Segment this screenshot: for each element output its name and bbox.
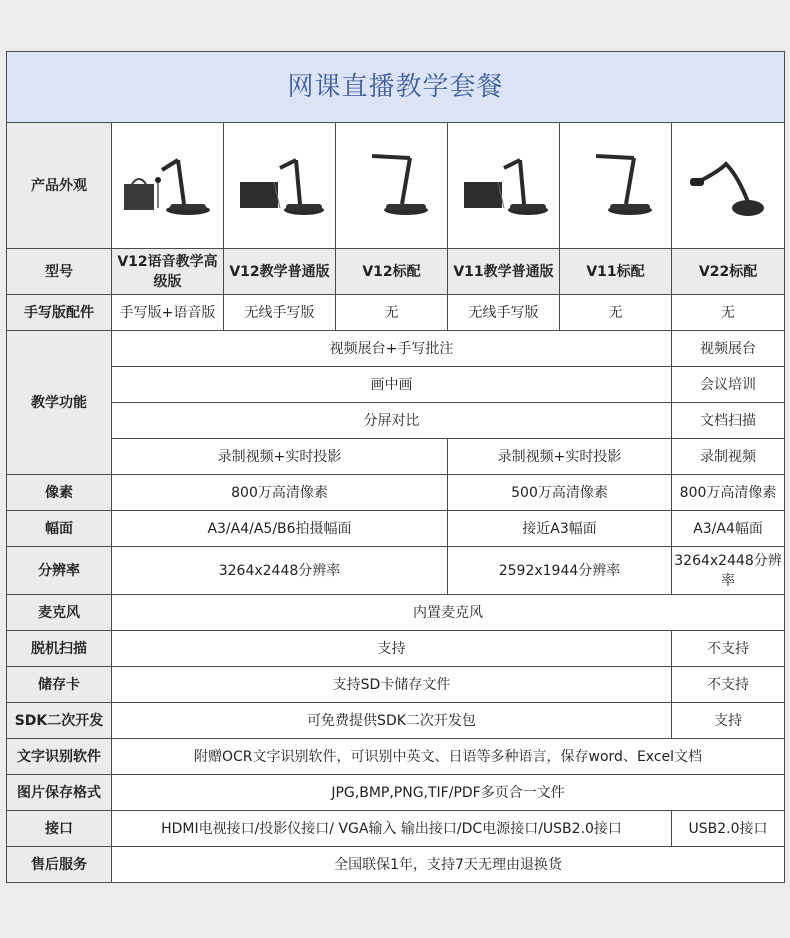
sdk-value: 可免费提供SDK二次开发包	[112, 703, 672, 739]
model-name: V22标配	[672, 249, 785, 295]
pixels-value: 800万高清像素	[112, 475, 448, 511]
model-name: V12标配	[336, 249, 448, 295]
row-label-appearance: 产品外观	[7, 123, 112, 249]
model-name: V12教学普通版	[224, 249, 336, 295]
teaching-value: 会议培训	[672, 367, 785, 403]
interface-value: USB2.0接口	[672, 811, 785, 847]
storage-value: 支持SD卡储存文件	[112, 667, 672, 703]
spec-table	[6, 51, 785, 883]
teaching-value: 视频展台	[672, 331, 785, 367]
row-label-resolution: 分辨率	[7, 547, 112, 595]
row-label-model: 型号	[7, 249, 112, 295]
resolution-value: 3264x2448分辨率	[672, 547, 785, 595]
pad-value: 无	[560, 295, 672, 331]
teaching-value: 文档扫描	[672, 403, 785, 439]
camera-with-tablet-icon	[230, 146, 330, 226]
row-label-sdk: SDK二次开发	[7, 703, 112, 739]
format-value: 接近A3幅面	[448, 511, 672, 547]
teaching-value: 分屏对比	[112, 403, 672, 439]
pad-value: 无线手写版	[224, 295, 336, 331]
product-image-v12-voice	[112, 123, 224, 249]
service-value: 全国联保1年，支持7天无理由退换货	[112, 847, 785, 883]
camera-icon	[566, 146, 666, 226]
row-label-image-format: 图片保存格式	[7, 775, 112, 811]
camera-with-bag-and-mic-icon	[118, 146, 218, 226]
pad-value: 无线手写版	[448, 295, 560, 331]
row-label-storage: 储存卡	[7, 667, 112, 703]
pad-value: 手写版+语音版	[112, 295, 224, 331]
teaching-value: 画中画	[112, 367, 672, 403]
offline-value: 不支持	[672, 631, 785, 667]
model-name: V12语音教学高级版	[112, 249, 224, 295]
pad-value: 无	[672, 295, 785, 331]
resolution-value: 2592x1944分辨率	[448, 547, 672, 595]
row-label-interface: 接口	[7, 811, 112, 847]
page-title: 网课直播教学套餐	[7, 52, 785, 123]
gooseneck-camera-icon	[678, 146, 778, 226]
row-label-format: 幅面	[7, 511, 112, 547]
format-value: A3/A4幅面	[672, 511, 785, 547]
format-value: A3/A4/A5/B6拍摄幅面	[112, 511, 448, 547]
row-label-pixels: 像素	[7, 475, 112, 511]
product-image-v12-standard	[336, 123, 448, 249]
mic-value: 内置麦克风	[112, 595, 785, 631]
camera-with-tablet-icon	[454, 146, 554, 226]
teaching-value: 视频展台+手写批注	[112, 331, 672, 367]
teaching-value: 录制视频	[672, 439, 785, 475]
storage-value: 不支持	[672, 667, 785, 703]
row-label-pad: 手写版配件	[7, 295, 112, 331]
model-name: V11标配	[560, 249, 672, 295]
model-name: V11教学普通版	[448, 249, 560, 295]
teaching-value: 录制视频+实时投影	[112, 439, 448, 475]
ocr-value: 附赠OCR文字识别软件，可识别中英文、日语等多种语言，保存word、Excel文档	[112, 739, 785, 775]
image-format-value: JPG,BMP,PNG,TIF/PDF多页合一文件	[112, 775, 785, 811]
pad-value: 无	[336, 295, 448, 331]
product-image-v22-standard	[672, 123, 785, 249]
row-label-mic: 麦克风	[7, 595, 112, 631]
sdk-value: 支持	[672, 703, 785, 739]
interface-value: HDMI电视接口/投影仪接口/ VGA输入 输出接口/DC电源接口/USB2.0接口	[112, 811, 672, 847]
row-label-offline: 脱机扫描	[7, 631, 112, 667]
product-image-v12-basic	[224, 123, 336, 249]
row-label-service: 售后服务	[7, 847, 112, 883]
row-label-teaching: 教学功能	[7, 331, 112, 475]
offline-value: 支持	[112, 631, 672, 667]
product-image-v11-basic	[448, 123, 560, 249]
product-image-v11-standard	[560, 123, 672, 249]
pixels-value: 800万高清像素	[672, 475, 785, 511]
pixels-value: 500万高清像素	[448, 475, 672, 511]
camera-icon	[342, 146, 442, 226]
teaching-value: 录制视频+实时投影	[448, 439, 672, 475]
resolution-value: 3264x2448分辨率	[112, 547, 448, 595]
row-label-ocr: 文字识别软件	[7, 739, 112, 775]
spec-table-wrapper	[6, 51, 784, 883]
